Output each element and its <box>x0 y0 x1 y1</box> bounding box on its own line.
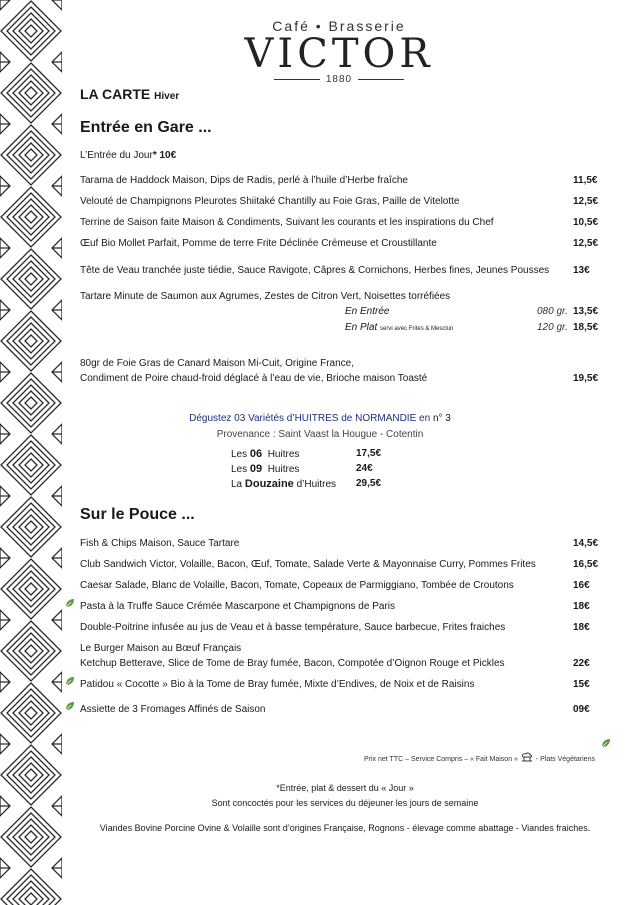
huitres-row-post: Huitres <box>262 449 300 460</box>
tartare-plat-weight: 120 gr. <box>537 322 568 333</box>
tartare-entree-price: 13,5€ <box>573 306 599 317</box>
huitres-price: 29,5€ <box>356 478 382 489</box>
footer-legend <box>364 752 595 763</box>
huitres-row-post: Huitres <box>262 464 300 475</box>
menu-item: Caesar Salade, Blanc de Volaille, Bacon, Tomate, Copeaux de Parmiggiano, Tombée de Croutons <box>80 580 514 591</box>
menu-item: Tête de Veau tranchée juste tiédie, Sauce Ravigote, Câpres & Cornichons, Herbes fines, Jeunes Pousses <box>80 265 550 276</box>
menu-item: Assiette de 3 Fromages Affinés de Saison <box>80 704 266 715</box>
huitres-price: 17,5€ <box>356 448 382 459</box>
item-price: 11,5€ <box>573 175 598 186</box>
carte-label: LA CARTE <box>80 86 151 102</box>
vegetarian-leaf-icon <box>65 701 75 711</box>
item-price: 15€ <box>573 679 590 690</box>
item-price: 12,5€ <box>573 196 599 207</box>
huitres-provenance: Provenance : Saint Vaast la Hougue - Cotentin <box>216 429 424 440</box>
brand-year: 1880 <box>325 74 353 85</box>
huitres-row-num: Douzaine <box>244 478 294 490</box>
burger-line2: Ketchup Betterave, Slice de Tome de Bray fumée, Bacon, Compotée d’Oignon Rouge et Pickles <box>80 658 505 669</box>
menu-item: Pasta à la Truffe Sauce Crémée Mascarpone et Champignons de Paris <box>80 601 395 612</box>
entree-du-jour <box>80 150 176 161</box>
huitres-row-num: 06 <box>249 448 263 460</box>
item-price: 16,5€ <box>573 559 599 570</box>
menu-item: Club Sandwich Victor, Volaille, Bacon, Œuf, Tomate, Salade Verte & Mayonnaise Curry, Pommes Frites <box>80 559 536 570</box>
tartare-entree-weight: 080 gr. <box>537 306 568 317</box>
tartare-entree-label: En Entrée <box>345 306 390 317</box>
huitres-row-pre: Les <box>231 464 250 475</box>
menu-item: Double-Poitrine infusée au jus de Veau et à basse température, Sauce barbecue, Frites fraiches <box>80 622 506 633</box>
huitres-row-num: 09 <box>249 463 263 475</box>
footer-jour-note2: Sont concoctés pour les services du déjeuner les jours de semaine <box>211 798 479 808</box>
section-title-entree: Entrée en Gare ... <box>80 119 212 136</box>
huitres-row-post: d’Huitres <box>293 479 337 490</box>
foie-gras-price: 19,5€ <box>573 373 599 384</box>
vegetarian-leaf-icon <box>601 738 611 748</box>
vegetarian-leaf-icon <box>65 598 75 608</box>
huitres-row <box>231 448 299 460</box>
tartare-item: Tartare Minute de Saumon aux Agrumes, Zestes de Citron Vert, Noisettes torréfiées <box>80 291 451 302</box>
tartare-plat <box>345 322 453 333</box>
burger-price: 22€ <box>573 658 590 669</box>
huitres-title-en: en <box>416 413 431 424</box>
menu-item: Fish & Chips Maison, Sauce Tartare <box>80 538 240 549</box>
tartare-plat-note: servi avec Frites & Mesclun <box>380 326 454 332</box>
item-price: 13€ <box>573 265 590 276</box>
menu-item: Velouté de Champignons Pleurotes Shiitaké Chantilly au Foie Gras, Paille de Vitelotte <box>80 196 460 207</box>
item-price: 18€ <box>573 601 590 612</box>
divider <box>358 79 404 80</box>
footer-legend-veg: - Plats Végétariens <box>535 756 595 763</box>
huitres-row <box>231 463 299 475</box>
menu-item: Tarama de Haddock Maison, Dips de Radis, perlé à l’huile d’Herbe fraîche <box>80 175 408 186</box>
item-price: 10,5€ <box>573 217 599 228</box>
huitres-row <box>231 478 336 490</box>
brand-tagline: Café • Brasserie <box>272 18 406 34</box>
foie-gras-line1: 80gr de Foie Gras de Canard Maison Mi-Cuit, Origine France, <box>80 358 355 369</box>
huitres-title <box>120 413 520 424</box>
item-price: 16€ <box>573 580 590 591</box>
tartare-plat-price: 18,5€ <box>573 322 599 333</box>
burger-line1: Le Burger Maison au Bœuf Français <box>80 643 242 654</box>
entree-du-jour-label: L’Entrée du Jour <box>80 150 153 161</box>
vegetarian-leaf-icon <box>65 676 75 686</box>
section-title-pouce: Sur le Pouce ... <box>80 506 195 523</box>
menu-item: Patidou « Cocotte » Bio à la Tome de Bray fumée, Mixte d’Endives, de Noix et de Raisins <box>80 679 475 690</box>
divider <box>274 79 320 80</box>
item-price: 18€ <box>573 622 590 633</box>
item-price: 09€ <box>573 704 590 715</box>
carte-season: Hiver <box>154 91 180 102</box>
geometric-border <box>0 0 62 905</box>
footer-jour-note: *Entrée, plat & dessert du « Jour » <box>276 783 414 793</box>
footer-legend-text: Prix net TTC – Service Compris – « Fait Maison » <box>364 756 518 763</box>
item-price: 14,5€ <box>573 538 599 549</box>
menu-item: Œuf Bio Mollet Parfait, Pomme de terre Frite Déclinée Crémeuse et Croustillante <box>80 238 437 249</box>
brand-logo <box>244 18 434 85</box>
tartare-plat-label: En Plat <box>345 322 378 333</box>
entree-du-jour-price: * 10€ <box>152 150 177 161</box>
chef-hat-icon <box>520 752 534 763</box>
huitres-price: 24€ <box>356 463 373 474</box>
item-price: 12,5€ <box>573 238 599 249</box>
carte-title <box>80 86 179 102</box>
footer-origin: Viandes Bovine Porcine Ovine & Volaille sont d’origines Française, Rognons - élevage comme abattage - Viandes fraiches. <box>99 823 591 833</box>
huitres-title-main: Dégustez 03 Variétés d’HUITRES de NORMANDIE <box>189 413 417 424</box>
menu-item: Terrine de Saison faite Maison & Condiments, Suivant les courants et les inspirations du Chef <box>80 217 494 228</box>
brand-name: VICTOR <box>244 31 434 77</box>
huitres-title-num: n° 3 <box>430 413 451 424</box>
huitres-row-pre: La <box>231 479 245 490</box>
foie-gras-line2: Condiment de Poire chaud-froid déglacé à l’eau de vie, Brioche maison Toasté <box>80 373 428 384</box>
huitres-row-pre: Les <box>231 449 250 460</box>
